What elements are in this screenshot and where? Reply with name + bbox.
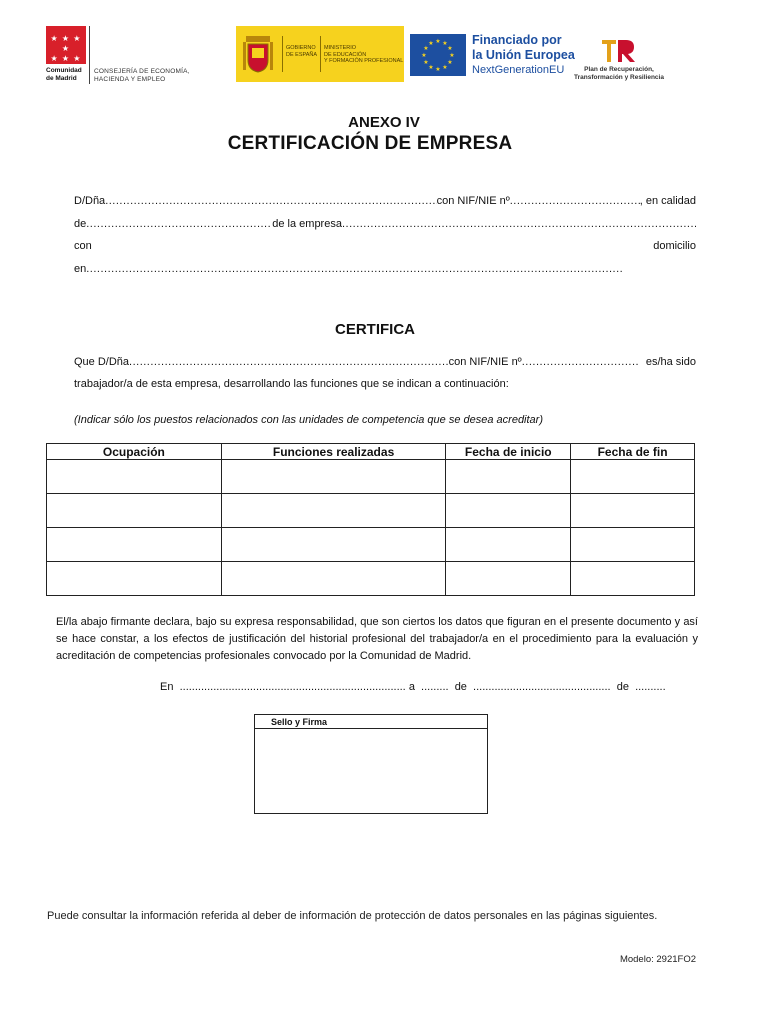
svg-text:★: ★	[442, 64, 448, 71]
name-blank[interactable]	[105, 195, 436, 208]
recovery-plan-text: Plan de Recuperación, Transformación y Resiliencia	[574, 66, 664, 81]
field-line-address-label: con domicilio	[74, 240, 696, 252]
role-blank[interactable]	[86, 218, 272, 231]
table-row	[47, 562, 695, 596]
table-cell[interactable]	[571, 494, 695, 528]
table-cell[interactable]	[221, 562, 446, 596]
svg-text:★: ★	[421, 52, 427, 59]
table-cell[interactable]	[446, 494, 571, 528]
table-cell[interactable]	[47, 460, 222, 494]
svg-text:★: ★	[428, 40, 434, 47]
gobierno-text: GOBIERNO DE ESPAÑA	[286, 45, 318, 58]
table-row	[47, 460, 695, 494]
year-blank[interactable]: ..........	[632, 681, 666, 693]
svg-text:★: ★	[423, 59, 429, 66]
day-blank[interactable]: .........	[418, 681, 452, 693]
svg-text:★: ★	[435, 38, 441, 45]
svg-text:★: ★	[428, 64, 434, 71]
ministerio-text: MINISTERIO DE EDUCACIÓN Y FORMACIÓN PROFESIONAL	[324, 45, 404, 64]
nif-blank[interactable]	[510, 195, 640, 208]
table-cell[interactable]	[47, 528, 222, 562]
field-line-address: en .....	[74, 263, 622, 276]
field-line-role: de ..... de la empresa .....	[74, 218, 696, 231]
field-line-name: D/Dña ..... con NIF/NIE nº ..... , en calidad	[74, 195, 696, 208]
eu-funding-text: Financiado por la Unión Europea	[472, 33, 575, 62]
table-cell[interactable]	[221, 460, 446, 494]
gobierno-espana-logo	[236, 26, 404, 82]
svg-text:★: ★	[449, 52, 455, 59]
header-fecha-fin: Fecha de fin	[571, 444, 695, 460]
table-cell[interactable]	[571, 460, 695, 494]
table-row	[47, 528, 695, 562]
header-ocupacion: Ocupación	[47, 444, 222, 460]
svg-text:★: ★	[435, 66, 441, 73]
spain-coat-of-arms-icon	[242, 32, 274, 76]
instruction-note: (Indicar sólo los puestos relacionados con las unidades de competencia que se desea acreditar)	[74, 414, 544, 426]
address-blank[interactable]	[86, 263, 622, 276]
next-generation-eu-text: NextGenerationEU	[472, 64, 565, 76]
svg-text:★: ★	[447, 59, 453, 66]
table-cell[interactable]	[571, 528, 695, 562]
worker-line: Que D/Dña ..... con NIF/NIE nº ..... es/ha sido	[74, 356, 696, 369]
table-cell[interactable]	[446, 528, 571, 562]
header-funciones: Funciones realizadas	[221, 444, 446, 460]
eu-flag-icon	[410, 34, 466, 76]
worker-nif-blank[interactable]	[522, 356, 640, 369]
table-cell[interactable]	[221, 494, 446, 528]
model-code: Modelo: 2921FO2	[619, 954, 696, 965]
comunidad-madrid-logo	[46, 26, 196, 86]
signature-label: Sello y Firma	[255, 715, 487, 729]
svg-text:★: ★	[447, 45, 453, 52]
worker-name-blank[interactable]	[129, 356, 449, 369]
cm-name: Comunidad de Madrid	[46, 67, 82, 82]
occupation-table	[46, 443, 695, 596]
page-title: CERTIFICACIÓN DE EMPRESA	[227, 133, 513, 154]
annex-label: ANEXO IV	[348, 114, 420, 131]
table-cell[interactable]	[221, 528, 446, 562]
cm-department: CONSEJERÍA DE ECONOMÍA, HACIENDA Y EMPLEO	[94, 68, 190, 83]
table-cell[interactable]	[571, 562, 695, 596]
madrid-flag-icon: ★ ★ ★ ★ ★ ★ ★	[46, 26, 86, 64]
privacy-notice: Puede consultar la información referida al deber de información de protección de datos personales en las páginas siguientes.	[47, 910, 658, 922]
certifica-heading: CERTIFICA	[335, 321, 415, 338]
place-blank[interactable]: ..........................................................................	[176, 681, 406, 693]
table-row	[47, 494, 695, 528]
table-cell[interactable]	[446, 562, 571, 596]
place-date-line: En .......................................................................... a ......... de ............................................. de ..........	[160, 681, 666, 693]
month-blank[interactable]: .............................................	[470, 681, 614, 693]
recovery-plan-logo-icon	[598, 36, 638, 64]
table-header-row	[47, 444, 695, 460]
svg-text:★: ★	[423, 45, 429, 52]
table-cell[interactable]	[47, 562, 222, 596]
table-cell[interactable]	[47, 494, 222, 528]
signature-stamp-box[interactable]	[254, 714, 488, 814]
svg-text:★: ★	[442, 40, 448, 47]
declaration-text: El/la abajo firmante declara, bajo su expresa responsabilidad, que son ciertos los datos que figuran en el presente documento y así se hace constar, a los efectos de justificación del historial profesional del trabajador/a en el procedimiento para la evaluación y acreditación de competencias profesionales convocado por la Comunidad de Madrid.	[56, 616, 698, 662]
worker-description: trabajador/a de esta empresa, desarrollando las funciones que se indican a continuación:	[74, 378, 509, 390]
header-fecha-inicio: Fecha de inicio	[446, 444, 571, 460]
table-cell[interactable]	[446, 460, 571, 494]
company-blank[interactable]	[342, 218, 696, 231]
